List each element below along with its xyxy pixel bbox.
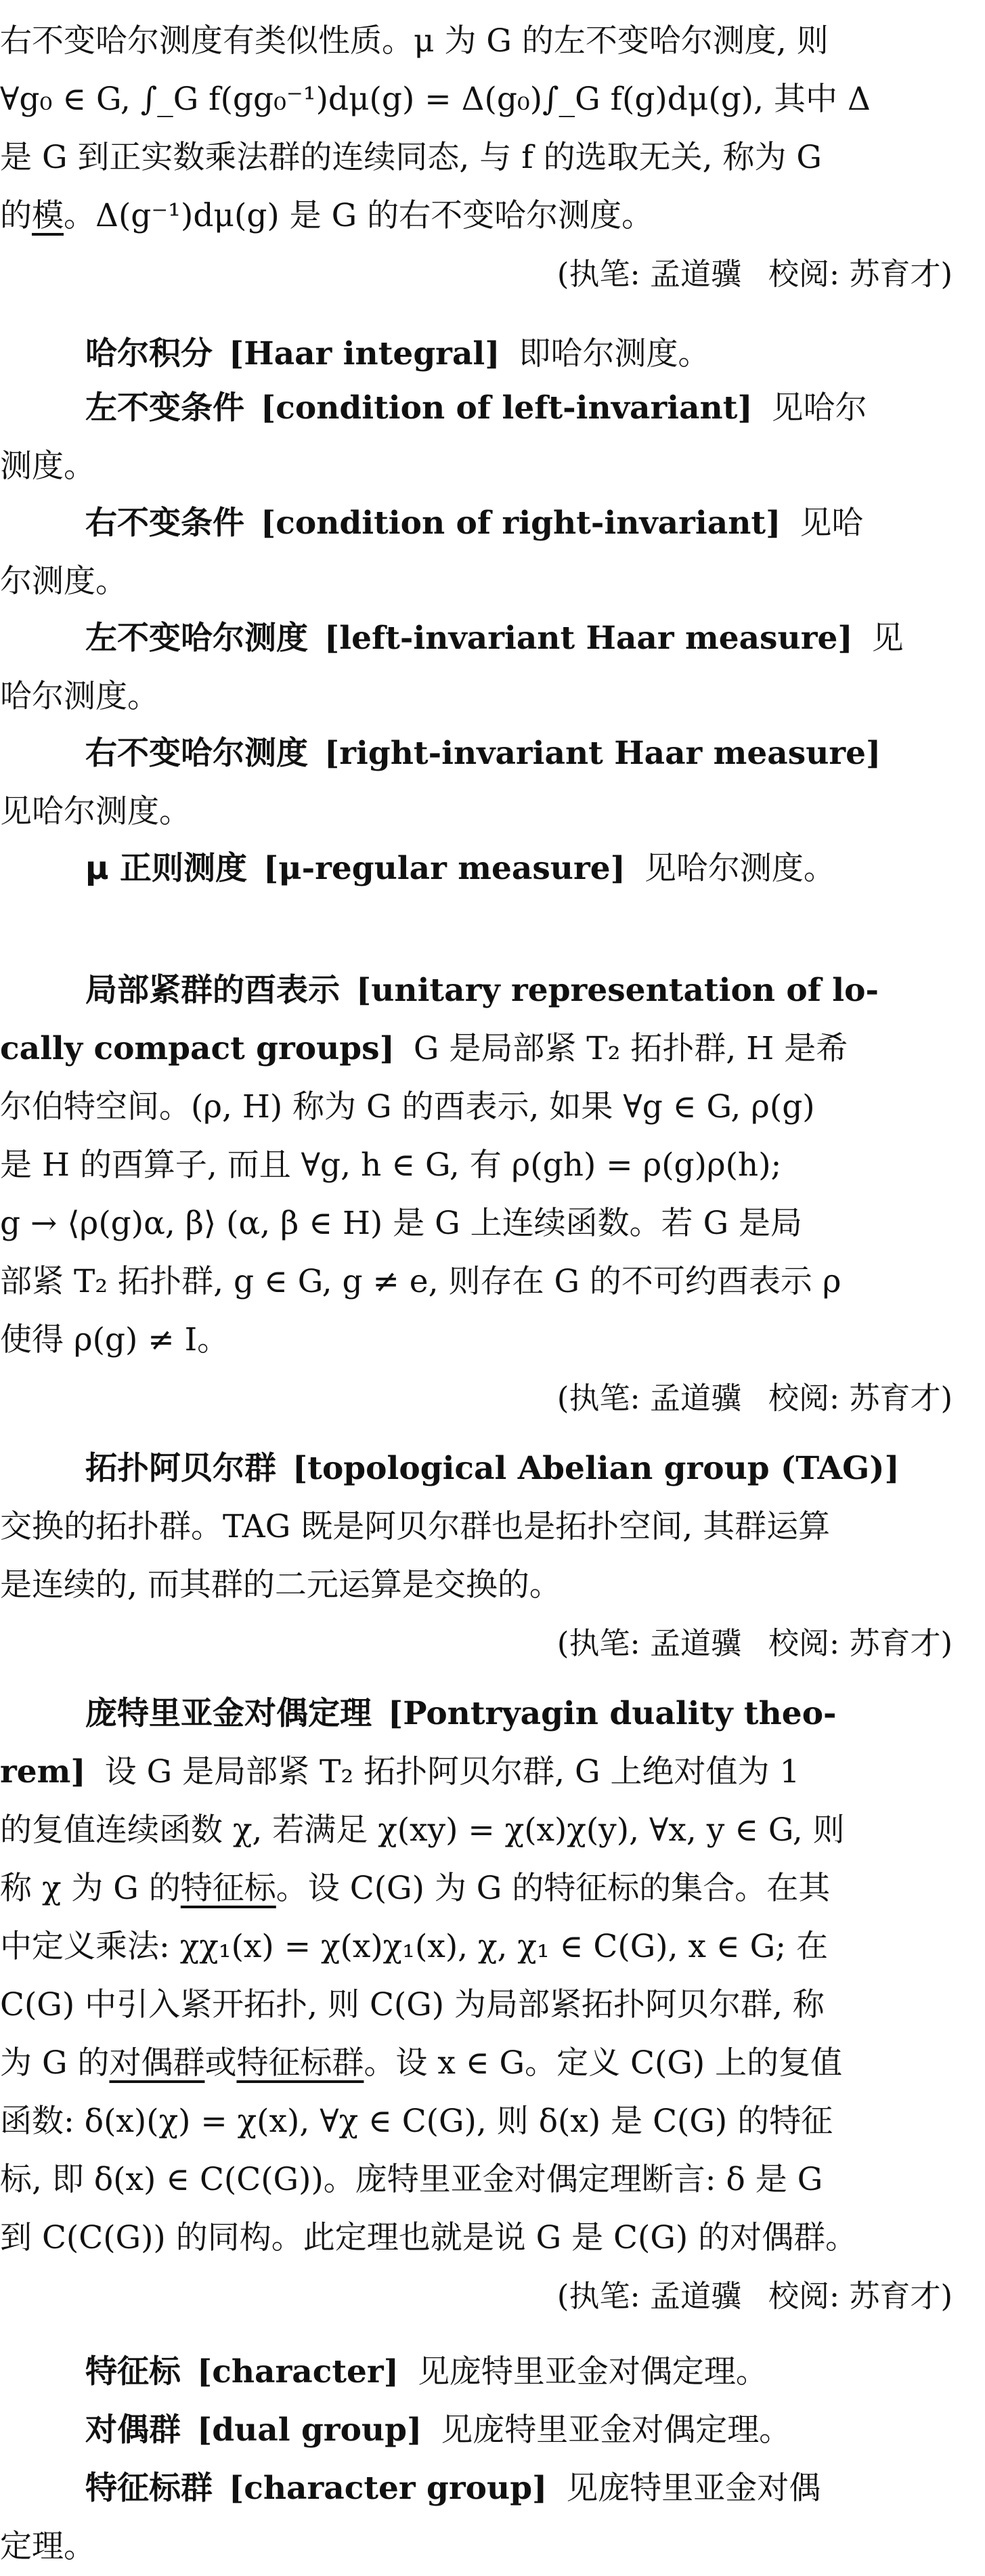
entry-term: 右不变哈尔测度: [85, 735, 308, 772]
text-span: 称 χ 为 G 的: [0, 1870, 181, 1907]
entry-term: μ 正则测度: [85, 850, 247, 887]
entry-topological-abelian-group: [0, 1440, 985, 1673]
entry-text: 定理。: [0, 2528, 95, 2565]
entry-text: 是 H 的酉算子, 而且 ∀g, h ∈ G, 有 ρ(gh) = ρ(g)ρ(h);: [0, 1146, 782, 1184]
entry-mu-regular-measure: [0, 840, 985, 898]
entry-term: 庞特里亚金对偶定理: [85, 1695, 372, 1732]
entry-english: rem]: [0, 1753, 86, 1790]
entry-text: 是连续的, 而其群的二元运算是交换的。: [0, 1566, 561, 1604]
text-line: ∀g₀ ∈ G, ∫_G f(gg₀⁻¹)dμ(g) = Δ(g₀)∫_G f(g)dμ(g), 其中 Δ: [0, 81, 871, 118]
entry-english: [Haar integral]: [229, 335, 500, 372]
entry-text: C(G) 中引入紧开拓扑, 则 C(G) 为局部紧拓扑阿贝尔群, 称: [0, 1986, 825, 2023]
entry-character: [0, 2343, 985, 2401]
entry-text: 哈尔测度。: [0, 678, 159, 715]
entry-english: [Pontryagin duality theo-: [388, 1695, 837, 1732]
entry-english: [μ-regular measure]: [263, 850, 626, 887]
reviewer-label: 校阅:: [768, 2278, 840, 2314]
entry-english: cally compact groups]: [0, 1030, 395, 1067]
defined-term-modulus: 模: [32, 197, 64, 234]
entry-text: 见哈尔测度。: [644, 850, 835, 887]
text-span: 。设 C(G) 为 G 的特征标的集合。在其: [276, 1870, 831, 1907]
author-name: 孟道骥: [649, 1380, 741, 1416]
entry-text: 部紧 T₂ 拓扑群, g ∈ G, g ≠ e, 则存在 G 的不可约酉表示 ρ: [0, 1263, 841, 1300]
signature-line: [0, 245, 985, 303]
entry-text: 见: [871, 620, 904, 657]
entry-term: 局部紧群的酉表示: [85, 972, 340, 1009]
text-line: [0, 187, 985, 245]
entry-english: [topological Abelian group (TAG)]: [292, 1450, 900, 1487]
entry-text: 函数: δ(x)(χ) = χ(x), ∀χ ∈ C(G), 则 δ(x) 是 C(G) 的特征: [0, 2103, 833, 2140]
text-line: [0, 2034, 985, 2092]
reviewer-name: 苏育才): [849, 1625, 953, 1661]
text-span: 。设 x ∈ G。定义 C(G) 上的复值: [364, 2044, 843, 2082]
reviewer-label: 校阅:: [768, 256, 840, 292]
text-line: [0, 1860, 985, 1918]
defined-term-dual-group: 对偶群: [109, 2044, 205, 2082]
reviewer-name: 苏育才): [849, 1380, 953, 1416]
entry-dual-group: [0, 2401, 985, 2460]
entry-text: 使得 ρ(g) ≠ I。: [0, 1321, 229, 1358]
entry-text: 中定义乘法: χχ₁(x) = χ(x)χ₁(x), χ, χ₁ ∈ C(G), x ∈ G; 在: [0, 1928, 828, 1965]
entry-text: G 是局部紧 T₂ 拓扑群, H 是希: [413, 1030, 848, 1067]
entry-haar-integral: [0, 325, 985, 383]
entry-term: 特征标群: [85, 2470, 213, 2507]
entry-text: 即哈尔测度。: [519, 335, 710, 372]
entry-text: 见哈: [800, 505, 864, 542]
author-name: 孟道骥: [649, 2278, 741, 2314]
author-label: (执笔:: [556, 1625, 640, 1661]
text-line: 右不变哈尔测度有类似性质。μ 为 G 的左不变哈尔测度, 则: [0, 22, 829, 60]
defined-term-character-group: 特征标群: [236, 2044, 364, 2082]
entry-english: [dual group]: [197, 2411, 422, 2449]
author-name: 孟道骥: [649, 256, 741, 292]
intro-paragraph: [0, 12, 985, 303]
entry-left-invariant-condition: [0, 379, 985, 496]
text-line: 是 G 到正实数乘法群的连续同态, 与 f 的选取无关, 称为 G: [0, 139, 822, 176]
signature-line: [0, 2267, 985, 2325]
entry-english: [condition of left-invariant]: [261, 389, 753, 427]
entry-english: [condition of right-invariant]: [261, 505, 781, 542]
entry-text: 的复值连续函数 χ, 若满足 χ(xy) = χ(x)χ(y), ∀x, y ∈ G, 则: [0, 1811, 845, 1849]
author-label: (执笔:: [556, 1380, 640, 1416]
entry-text: 见哈尔: [771, 389, 867, 427]
signature-line: [0, 1614, 985, 1673]
entry-unitary-representation: [0, 962, 985, 1427]
entry-english: [unitary representation of lo-: [356, 972, 879, 1009]
entry-term: 右不变条件: [85, 505, 244, 542]
entry-english: [character]: [197, 2353, 399, 2390]
text-span: 的: [0, 197, 32, 234]
author-label: (执笔:: [556, 2278, 640, 2314]
entry-character-group: [0, 2460, 985, 2576]
entry-english: [left-invariant Haar measure]: [324, 620, 853, 657]
text-span: 为 G 的: [0, 2044, 110, 2082]
entry-pontryagin-duality: [0, 1685, 985, 2325]
entry-english: [right-invariant Haar measure]: [324, 735, 881, 772]
entry-text: 标, 即 δ(x) ∈ C(C(G))。庞特里亚金对偶定理断言: δ 是 G: [0, 2161, 823, 2198]
entry-term: 对偶群: [85, 2411, 181, 2449]
entry-text: g → ⟨ρ(g)α, β⟩ (α, β ∈ H) 是 G 上连续函数。若 G 是局: [0, 1205, 803, 1242]
entry-term: 哈尔积分: [85, 335, 213, 372]
entry-text: 见庞特里亚金对偶定理。: [441, 2411, 791, 2449]
entry-text: 见庞特里亚金对偶定理。: [417, 2353, 768, 2390]
entry-text: 设 G 是局部紧 T₂ 拓扑阿贝尔群, G 上绝对值为 1: [104, 1753, 800, 1790]
entry-term: 拓扑阿贝尔群: [85, 1450, 276, 1487]
entry-term: 左不变哈尔测度: [85, 620, 308, 657]
entry-left-invariant-haar-measure: [0, 609, 985, 726]
entry-text: 见哈尔测度。: [0, 793, 191, 830]
entry-right-invariant-haar-measure: [0, 725, 985, 841]
author-label: (执笔:: [556, 256, 640, 292]
author-name: 孟道骥: [649, 1625, 741, 1661]
signature-line: [0, 1369, 985, 1427]
defined-term-character: 特征标: [180, 1870, 276, 1907]
entry-text: 尔伯特空间。(ρ, H) 称为 G 的酉表示, 如果 ∀g ∈ G, ρ(g): [0, 1088, 815, 1125]
entry-text: 到 C(C(G)) 的同构。此定理也就是说 G 是 C(G) 的对偶群。: [0, 2219, 858, 2256]
entry-text: 交换的拓扑群。TAG 既是阿贝尔群也是拓扑空间, 其群运算: [0, 1508, 831, 1545]
text-span: 。Δ(g⁻¹)dμ(g) 是 G 的右不变哈尔测度。: [64, 197, 654, 234]
entry-right-invariant-condition: [0, 494, 985, 611]
reviewer-label: 校阅:: [768, 1380, 840, 1416]
entry-text: 见庞特里亚金对偶: [566, 2470, 821, 2507]
entry-term: 特征标: [85, 2353, 181, 2390]
reviewer-name: 苏育才): [849, 2278, 953, 2314]
text-span: 或: [204, 2044, 237, 2082]
reviewer-name: 苏育才): [849, 256, 953, 292]
entry-text: 测度。: [0, 448, 95, 485]
entry-english: [character group]: [229, 2470, 548, 2507]
entry-term: 左不变条件: [85, 389, 244, 427]
reviewer-label: 校阅:: [768, 1625, 840, 1661]
entry-text: 尔测度。: [0, 563, 127, 600]
